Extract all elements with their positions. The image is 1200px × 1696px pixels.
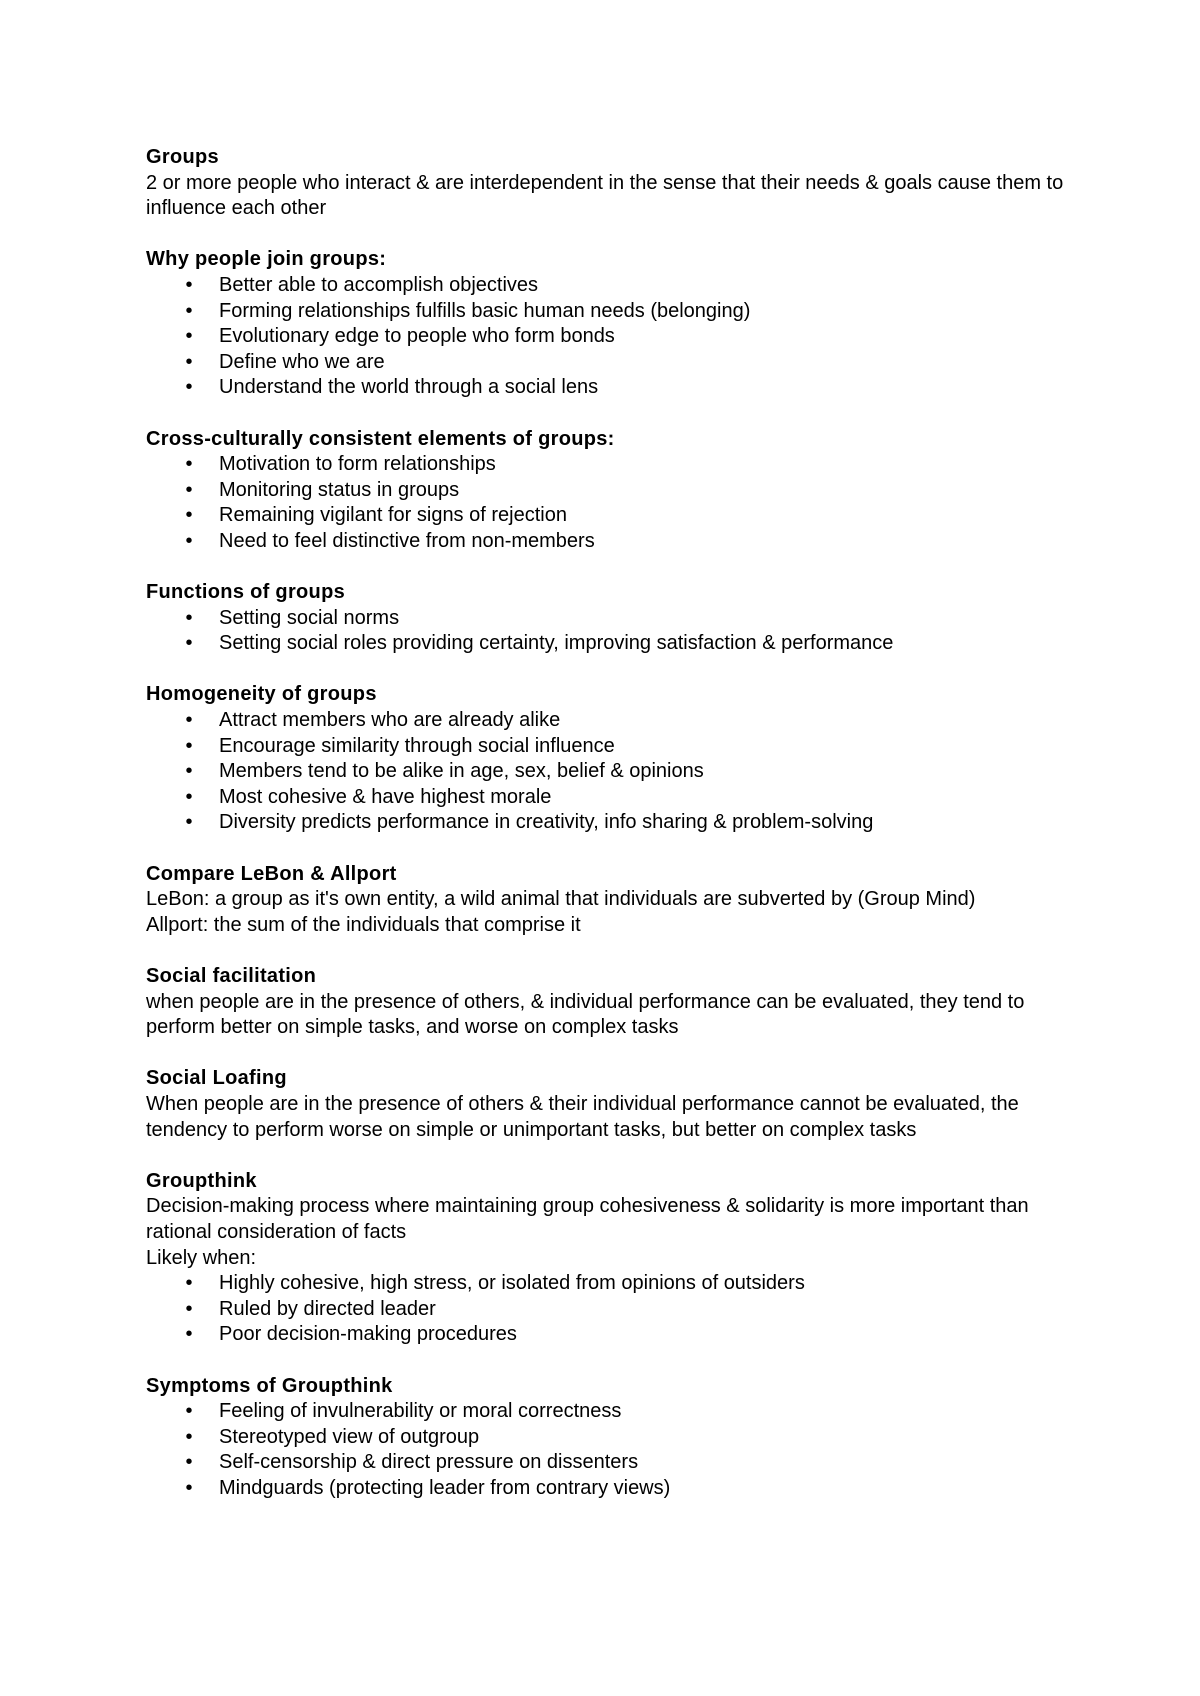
- list-item-text: Understand the world through a social lens: [219, 376, 599, 399]
- section-social-facilitation: [146, 964, 1066, 1041]
- list-item: [146, 708, 1066, 734]
- list-item: [146, 810, 1066, 836]
- section-heading: Cross-culturally consistent elements of groups:: [146, 427, 615, 450]
- list-item: [146, 452, 1066, 478]
- list-item-text: Highly cohesive, high stress, or isolated from opinions of outsiders: [219, 1272, 805, 1295]
- list-item-text: Feeling of invulnerability or moral correctness: [219, 1400, 622, 1423]
- list-item-text: Need to feel distinctive from non-members: [219, 529, 595, 552]
- bullet-icon: •: [185, 1425, 193, 1448]
- section-functions-of-groups: [146, 580, 1066, 657]
- list-item: [146, 324, 1066, 350]
- list-item: [146, 299, 1066, 325]
- bullet-list: [146, 1399, 1066, 1501]
- list-item: [146, 785, 1066, 811]
- bullet-icon: •: [185, 760, 193, 783]
- bullet-icon: •: [185, 734, 193, 757]
- section-heading: Compare LeBon & Allport: [146, 862, 397, 885]
- bullet-icon: •: [185, 1451, 193, 1474]
- bullet-icon: •: [185, 606, 193, 629]
- list-item-text: Remaining vigilant for signs of rejection: [219, 504, 567, 527]
- bullet-icon: •: [185, 376, 193, 399]
- list-item: [146, 1297, 1066, 1323]
- bullet-icon: •: [185, 325, 193, 348]
- list-item: [146, 350, 1066, 376]
- list-item-text: Ruled by directed leader: [219, 1297, 436, 1320]
- section-paragraph: Allport: the sum of the individuals that comprise it: [146, 913, 581, 936]
- list-item-text: Mindguards (protecting leader from contrary views): [219, 1476, 671, 1499]
- section-heading: Functions of groups: [146, 581, 346, 604]
- section-heading: Why people join groups:: [146, 248, 387, 271]
- list-item-text: Stereotyped view of outgroup: [219, 1425, 480, 1448]
- section-heading: Groupthink: [146, 1169, 257, 1192]
- bullet-icon: •: [185, 1400, 193, 1423]
- list-item: [146, 1476, 1066, 1502]
- bullet-list: [146, 452, 1066, 554]
- bullet-icon: •: [185, 1323, 193, 1346]
- list-item-text: Monitoring status in groups: [219, 478, 460, 501]
- section-heading: Groups: [146, 146, 219, 168]
- list-item-text: Most cohesive & have highest morale: [219, 785, 552, 808]
- list-item: [146, 1271, 1066, 1297]
- section-paragraph: Decision-making process where maintaining group cohesiveness & solidarity is more important than rational consideration of facts: [146, 1195, 1029, 1243]
- bullet-icon: •: [185, 811, 193, 834]
- section-paragraph: when people are in the presence of others, & individual performance can be evaluated, they tend to perform better on simple tasks, and worse on complex tasks: [146, 990, 1025, 1039]
- bullet-list: [146, 273, 1066, 401]
- bullet-icon: •: [185, 453, 193, 476]
- bullet-icon: •: [185, 709, 193, 732]
- section-paragraph: LeBon: a group as it's own entity, a wild animal that individuals are subverted by (Group Mind): [146, 888, 976, 911]
- list-item-text: Members tend to be alike in age, sex, belief & opinions: [219, 760, 704, 783]
- bullet-icon: •: [185, 504, 193, 527]
- section-heading: Social facilitation: [146, 965, 317, 987]
- section-symptoms-of-groupthink: [146, 1374, 1066, 1502]
- list-item: [146, 273, 1066, 299]
- bullet-list: [146, 606, 1066, 657]
- bullet-list: [146, 708, 1066, 836]
- list-item-text: Motivation to form relationships: [219, 453, 496, 476]
- list-item-text: Poor decision-making procedures: [219, 1323, 517, 1346]
- list-item: [146, 503, 1066, 529]
- bullet-icon: •: [185, 1272, 193, 1295]
- section-paragraph: When people are in the presence of others & their individual performance cannot be evaluated, the tendency to perform worse on simple or unimportant tasks, but better on complex tasks: [146, 1092, 1019, 1141]
- list-item-text: Encourage similarity through social influence: [219, 734, 615, 757]
- list-item: [146, 1322, 1066, 1348]
- section-why-people-join-groups: [146, 247, 1066, 401]
- bullet-icon: •: [185, 478, 193, 501]
- list-item: [146, 1425, 1066, 1451]
- list-item: [146, 734, 1066, 760]
- list-item: [146, 1399, 1066, 1425]
- list-item: [146, 529, 1066, 555]
- bullet-icon: •: [185, 529, 193, 552]
- bullet-list: [146, 1271, 1066, 1348]
- list-item-text: Better able to accomplish objectives: [219, 273, 539, 296]
- bullet-icon: •: [185, 1476, 193, 1499]
- list-item-text: Setting social norms: [219, 606, 400, 629]
- section-groupthink: [146, 1169, 1066, 1348]
- section-heading: Homogeneity of groups: [146, 683, 377, 706]
- list-item: [146, 606, 1066, 632]
- section-compare-lebon-allport: [146, 862, 1066, 939]
- section-social-loafing: [146, 1066, 1066, 1143]
- bullet-icon: •: [185, 299, 193, 322]
- bullet-icon: •: [185, 1297, 193, 1320]
- bullet-icon: •: [185, 785, 193, 808]
- list-item-text: Evolutionary edge to people who form bonds: [219, 325, 615, 348]
- list-item-text: Forming relationships fulfills basic human needs (belonging): [219, 299, 751, 322]
- list-item: [146, 375, 1066, 401]
- list-item: [146, 631, 1066, 657]
- list-item-text: Setting social roles providing certainty, improving satisfaction & performance: [219, 632, 894, 655]
- list-item-text: Diversity predicts performance in creativity, info sharing & problem-solving: [219, 811, 874, 834]
- list-item-text: Attract members who are already alike: [219, 709, 561, 732]
- section-paragraph: Likely when:: [146, 1246, 257, 1269]
- section-heading: Symptoms of Groupthink: [146, 1374, 393, 1397]
- list-item: [146, 1450, 1066, 1476]
- list-item-text: Define who we are: [219, 350, 385, 373]
- section-groups: [146, 145, 1066, 222]
- section-homogeneity-of-groups: [146, 682, 1066, 836]
- list-item-text: Self-censorship & direct pressure on dissenters: [219, 1451, 639, 1474]
- bullet-icon: •: [185, 632, 193, 655]
- list-item: [146, 478, 1066, 504]
- list-item: [146, 759, 1066, 785]
- bullet-icon: •: [185, 350, 193, 373]
- section-heading: Social Loafing: [146, 1067, 287, 1090]
- document-page: [146, 145, 1066, 1527]
- section-paragraph: 2 or more people who interact & are interdependent in the sense that their needs & goals cause them to influence each other: [146, 171, 1064, 220]
- section-cross-culturally-consistent-elements-of-groups: [146, 427, 1066, 555]
- bullet-icon: •: [185, 273, 193, 296]
